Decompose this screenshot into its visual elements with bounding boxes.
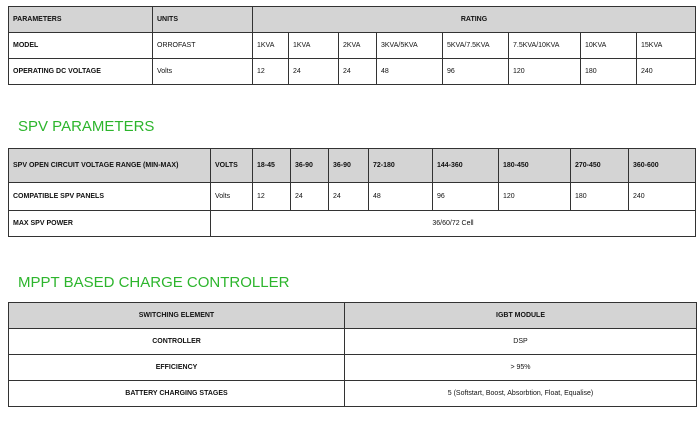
table-cell: 72-180 <box>369 149 433 183</box>
spv-voltage-range-label: SPV OPEN CIRCUIT VOLTAGE RANGE (MIN-MAX) <box>9 149 211 183</box>
table-cell: 36-90 <box>329 149 369 183</box>
parameters-header: PARAMETERS <box>9 7 153 33</box>
table-cell: 180 <box>581 59 637 85</box>
charging-stages-row <box>9 381 697 407</box>
mppt-title: MPPT BASED CHARGE CONTROLLER <box>18 274 290 291</box>
table-cell: 96 <box>443 59 509 85</box>
table-cell: 18-45 <box>253 149 291 183</box>
rating-header: RATING <box>253 7 696 33</box>
mppt-table <box>8 302 697 407</box>
model-unit: ORROFAST <box>153 33 253 59</box>
table-cell: 120 <box>509 59 581 85</box>
spv-volts-header: VOLTS <box>211 149 253 183</box>
table-cell: 270-450 <box>571 149 629 183</box>
rating-header-row <box>9 7 696 33</box>
spv-header-row <box>9 149 696 183</box>
spv-panels-row <box>9 183 696 211</box>
spv-panels-unit: Volts <box>211 183 253 211</box>
table-cell: 12 <box>253 183 291 211</box>
max-spv-power-value: 36/60/72 Cell <box>211 211 696 237</box>
table-cell: 24 <box>329 183 369 211</box>
charging-stages-label: BATTERY CHARGING STAGES <box>9 381 345 407</box>
model-row <box>9 33 696 59</box>
spv-panels-label: COMPATIBLE SPV PANELS <box>9 183 211 211</box>
rating-table <box>8 6 696 85</box>
table-cell: 1KVA <box>289 33 339 59</box>
table-cell: 1KVA <box>253 33 289 59</box>
switching-element-row <box>9 303 697 329</box>
controller-label: CONTROLLER <box>9 329 345 355</box>
efficiency-value: > 95% <box>345 355 697 381</box>
table-cell: 180-450 <box>499 149 571 183</box>
table-cell: 24 <box>291 183 329 211</box>
table-cell: 360-600 <box>629 149 696 183</box>
table-cell: 24 <box>339 59 377 85</box>
efficiency-row <box>9 355 697 381</box>
table-cell: 48 <box>377 59 443 85</box>
table-cell: 12 <box>253 59 289 85</box>
table-cell: 36-90 <box>291 149 329 183</box>
charging-stages-value: 5 (Softstart, Boost, Absorbtion, Float, Equalise) <box>345 381 697 407</box>
table-cell: 96 <box>433 183 499 211</box>
efficiency-label: EFFICIENCY <box>9 355 345 381</box>
table-cell: 2KVA <box>339 33 377 59</box>
controller-value: DSP <box>345 329 697 355</box>
dc-voltage-label: OPERATING DC VOLTAGE <box>9 59 153 85</box>
model-label: MODEL <box>9 33 153 59</box>
table-cell: 15KVA <box>637 33 696 59</box>
switching-element-label: SWITCHING ELEMENT <box>9 303 345 329</box>
table-cell: 7.5KVA/10KVA <box>509 33 581 59</box>
spv-table <box>8 148 696 237</box>
table-cell: 180 <box>571 183 629 211</box>
dc-voltage-row <box>9 59 696 85</box>
dc-voltage-unit: Volts <box>153 59 253 85</box>
table-cell: 10KVA <box>581 33 637 59</box>
units-header: UNITS <box>153 7 253 33</box>
table-cell: 48 <box>369 183 433 211</box>
max-spv-power-label: MAX SPV POWER <box>9 211 211 237</box>
table-cell: 24 <box>289 59 339 85</box>
table-cell: 3KVA/5KVA <box>377 33 443 59</box>
max-spv-power-row <box>9 211 696 237</box>
table-cell: 120 <box>499 183 571 211</box>
table-cell: 5KVA/7.5KVA <box>443 33 509 59</box>
table-cell: 240 <box>629 183 696 211</box>
switching-element-value: IGBT MODULE <box>345 303 697 329</box>
table-cell: 144-360 <box>433 149 499 183</box>
controller-row <box>9 329 697 355</box>
spv-parameters-title: SPV PARAMETERS <box>18 118 155 135</box>
table-cell: 240 <box>637 59 696 85</box>
